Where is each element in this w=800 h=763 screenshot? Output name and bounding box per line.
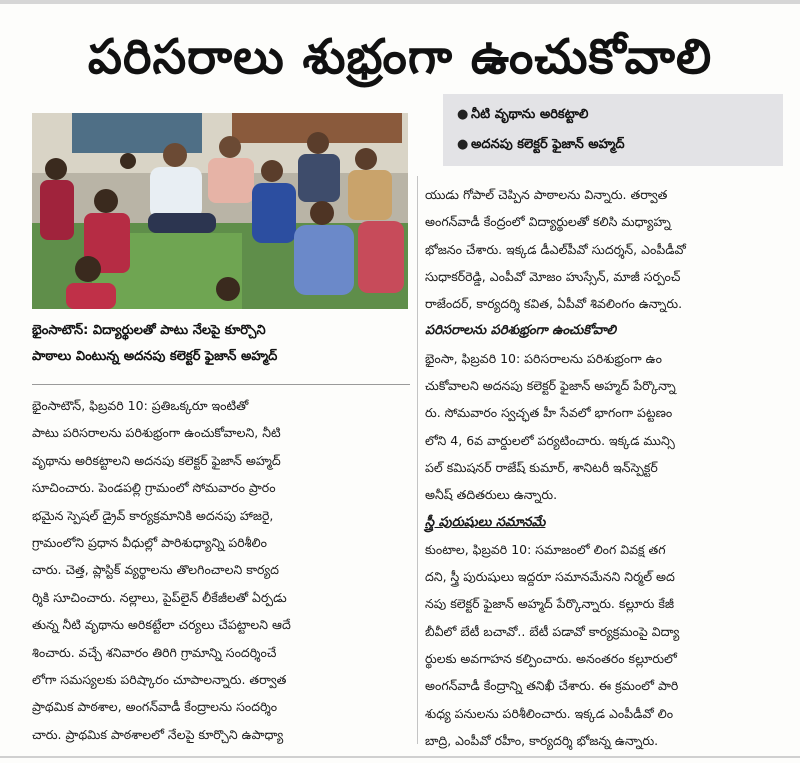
headline: పరిసరాలు శుభ్రంగా ఉంచుకోవాలి — [87, 29, 713, 85]
caption-line: పాఠాలు వింటున్న అదనపు కలెక్టర్ ఫైజాన్ అహ్మద్ — [32, 349, 278, 364]
right-column — [425, 181, 777, 754]
text-line: పాటు పరిసరాలను పరిశుభ్రంగా ఉంచుకోవాలని, నీటి — [32, 425, 281, 441]
text-line: ర్శికి సూచించారు. నల్లాలు, పైప్‌లైన్ లీకేజీలతో ఏర్పడు — [32, 589, 287, 605]
text-line: రు. సోమవారం స్వచ్ఛత హీ సేవలో భాగంగా పట్టణం — [425, 405, 673, 421]
text-line: సూచించారు. పెండపల్లి గ్రామంలో సోమవారం ప్రారం — [32, 480, 276, 496]
text-line: భైంసాటౌన్, ఫిబ్రవరి 10: ప్రతిఒక్కరూ ఇంటితో — [32, 398, 249, 413]
text-line: భమైన స్పెషల్ డ్రైవ్ కార్యక్రమానికి అదనపు హాజరై, — [32, 507, 274, 523]
left-column — [32, 392, 410, 748]
text-line: చారు. చెత్త, ప్లాస్టిక్ వ్యర్థాలను తొలగించాలని కార్యద — [32, 562, 279, 578]
text-line: పల్ కమిషనర్ రాజేష్ కుమార్, శానిటరీ ఇన్‌స్పెక్టర్ — [425, 459, 658, 475]
text-line: భోజనం చేశారు. ఇక్కడ డీఎల్‌పీవో సుదర్శన్, ఎంపీడీవో — [425, 241, 686, 257]
text-line: నపు కలెక్టర్ ఫైజాన్ అహ్మద్ పేర్కొన్నారు. కల్లూరు కేజీ — [425, 596, 674, 612]
text-line: దని, స్త్రీ పురుషులు ఇద్దరూ సమానమేనని నిర్మల్ అద — [425, 569, 675, 585]
text-line: సుధాకర్‌రెడ్డి, ఎంపీవో మోజం హుస్సేన్, మాజీ సర్పంచ్ — [425, 268, 681, 284]
text-line: యుడు గోపాల్ చెప్పిన పాఠాలను విన్నారు. తర్వాత — [425, 187, 668, 202]
text-line: రాజేందర్, కార్యదర్శి కవిత, ఏపీవో శివలింగం ఉన్నారు. — [425, 296, 683, 312]
text-line: చుకోవాలని అదనపు కలెక్టర్ ఫైజాన్ అహ్మద్ పేర్కొన్నా — [425, 378, 676, 394]
text-line: శుధ్య పనులను పరిశీలించారు. ఇక్కడ ఎంపీడీవో లిం — [425, 705, 674, 721]
text-line: వృథాను అరికట్టాలని అదనపు కలెక్టర్ ఫైజాన్ అహ్మద్ — [32, 452, 281, 468]
bullet-icon: ● — [457, 107, 469, 122]
text-line: ప్రాథమిక పాఠశాల, అంగన్‌వాడీ కేంద్రాలను సందర్శిం — [32, 699, 278, 715]
text-line: శించారు. వచ్చే శనివారం తిరిగి గ్రామాన్ని సందర్శించే — [32, 644, 277, 660]
text-line: లోని 4, 6వ వార్డులలో పర్యటించారు. ఇక్కడ మున్సి — [425, 432, 675, 448]
bottom-rule — [0, 756, 800, 758]
classroom-photo — [32, 113, 408, 309]
text-line: లోగా సమస్యలకు పరిష్కారం చూపాలన్నారు. తర్వాత — [32, 672, 287, 688]
caption-rule — [32, 384, 410, 385]
text-line: ర్థులకు అవగాహన కల్పించారు. అనంతరం కల్లూరులో — [425, 651, 677, 667]
text-line: భైంసా, ఫిబ్రవరి 10: పరిసరాలను పరిశుభ్రంగా ఉం — [425, 350, 662, 366]
highlight-text: నీటి వృథాను అరికట్టాలి — [471, 107, 589, 122]
text-line: గ్రామంలోని ప్రధాన వీధుల్లో పారిశుధ్యాన్ని పరిశీలిం — [32, 535, 267, 551]
bullet-icon: ● — [457, 137, 469, 152]
caption-line: భైంసాటౌన్: విద్యార్థులతో పాటు నేలపై కూర్చొని — [32, 323, 266, 338]
text-line: తున్న నీటి వృథాను అరికట్టేలా చర్యలు చేపట్టాలని ఆదే — [32, 617, 291, 633]
highlight-text: అదనపు కలెక్టర్ ఫైజాన్ అహ్మద్ — [471, 137, 625, 152]
photo-caption — [32, 318, 410, 370]
text-line: అంగన్‌వాడీ కేంద్రాన్ని తనిఖీ చేశారు. ఈ క్రమంలో పారి — [425, 678, 679, 694]
text-line: అనీష్ తదితరులు ఉన్నారు. — [425, 487, 558, 503]
text-line: కుంటాల, ఫిబ్రవరి 10: సమాజంలో లింగ వివక్ష తగ — [425, 541, 666, 557]
highlight-item — [457, 132, 625, 158]
subheading: పరిసరాలను పరిశుభ్రంగా ఉంచుకోవాలి — [425, 323, 617, 339]
text-line: బీవీలో బేటీ బచావో.. బేటీ పడావో కార్యక్రమంపై విద్యా — [425, 623, 680, 639]
news-photo — [32, 113, 408, 309]
subheading: స్త్రీ పురుషులు సమానమే — [425, 514, 546, 530]
highlight-item — [457, 102, 588, 128]
text-line: చారు. ప్రాథమిక పాఠశాలలో నేలపై కూర్చొని ఉపాధ్యా — [32, 726, 284, 742]
text-line: బాద్రి, ఎంపీవో రహీం, కార్యదర్శి భోజన్న ఉన్నారు. — [425, 732, 659, 748]
text-line: అంగన్‌వాడీ కేంద్రంలో విద్యార్థులతో కలిసి మధ్యాహ్న — [425, 214, 671, 230]
top-rule — [0, 0, 800, 4]
highlights-box — [443, 94, 783, 166]
column-divider — [417, 176, 418, 744]
